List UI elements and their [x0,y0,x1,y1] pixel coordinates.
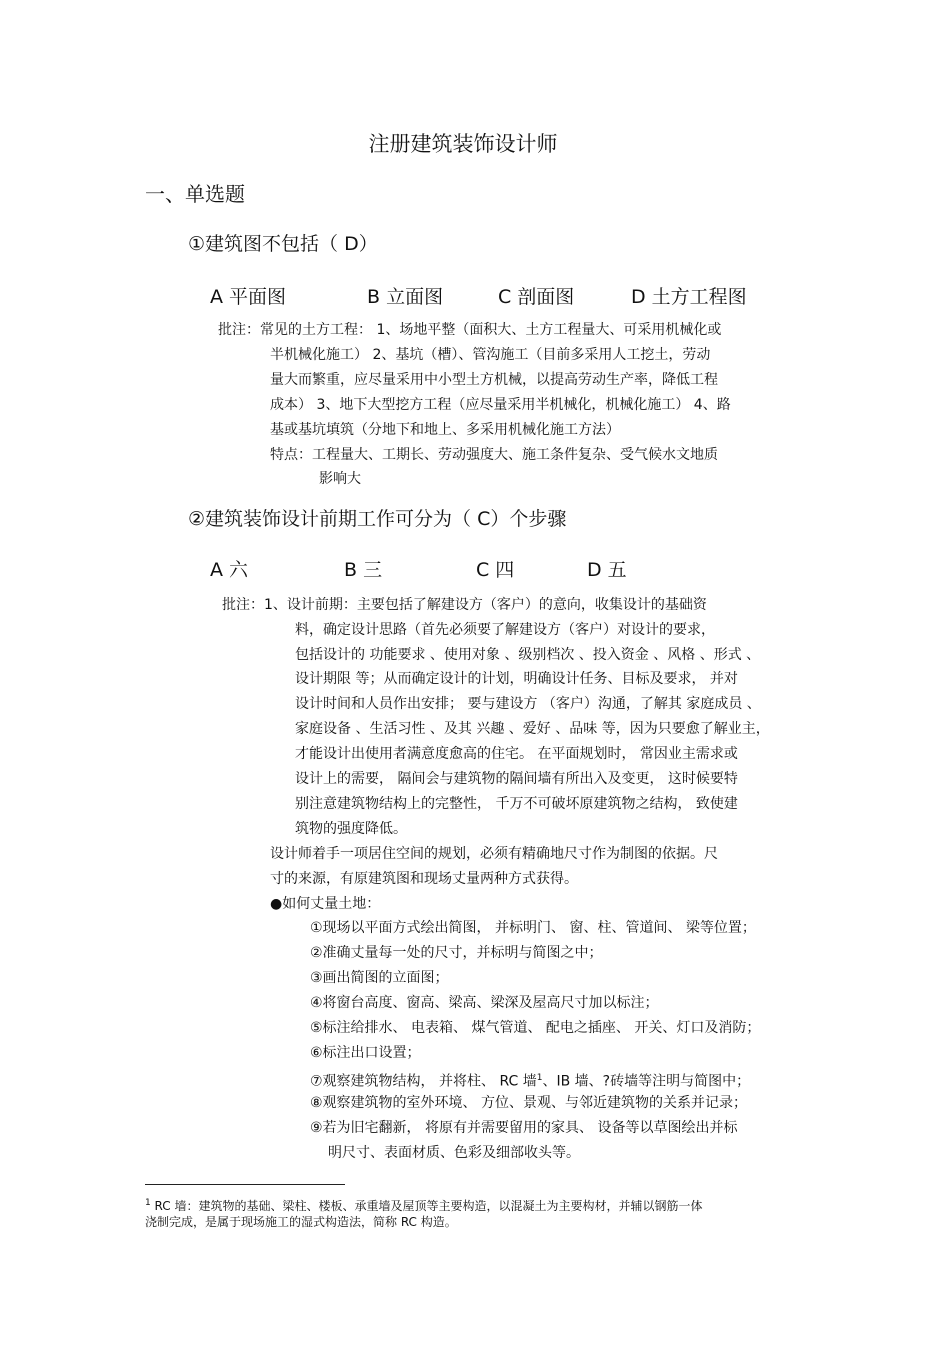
q2-note-line: 包括设计的 功能要求 、使用对象 、级别档次 、投入资金 、风格 、形式 、 [295,647,761,663]
q2-option-b: B 三 [344,559,383,581]
footnote-line: $^1$ RC 墙：建筑物的基础、梁柱、楼板、承重墙及屋顶等主要构造，以混凝土为主要构材，并辅以钢筋一体 [145,1198,703,1213]
q2-note-line: 料，确定设计思路（首先必须要了解建设方（客户）对设计的要求， [295,622,715,638]
question-2: ②建筑装饰设计前期工作可分为（ C）个步骤 [188,508,567,530]
q1-option-c: C 剖面图 [498,286,575,308]
measure-step: ③画出简图的立面图； [310,970,449,986]
q1-note-line: 影响大 [319,471,361,487]
question-1: ①建筑图不包括（ D） [188,233,378,255]
q1-note-line: 特点：工程量大、工期长、劳动强度大、施工条件复杂、受气候水文地质 [270,447,718,463]
q2-note-line: 筑物的强度降低。 [295,821,407,837]
q2-note-line: 设计师着手一项居住空间的规划，必须有精确地尺寸作为制图的依据。尺 [270,846,718,862]
q2-note-line: 设计时间和人员作出安排； 要与建设方 （客户）沟通，了解其 家庭成员 、 [295,696,761,712]
section-heading: 一、单选题 [145,182,245,206]
q1-note-line: 基或基坑填筑（分地下和地上、多采用机械化施工方法） [270,422,620,438]
measure-step: ⑤标注给排水、 电表箱、 煤气管道、 配电之插座、 开关、灯口及消防； [310,1020,761,1036]
q1-note-line: 量大而繁重，应尽量采用中小型土方机械，以提高劳动生产率，降低工程 [270,372,718,388]
measure-step: ②准确丈量每一处的尺寸，并标明与简图之中； [310,945,603,961]
q2-note-line: 别注意建筑物结构上的完整性， 千万不可破坏原建筑物之结构， 致使建 [295,796,738,812]
q1-option-a: A 平面图 [210,286,287,308]
measure-step: 明尺寸、表面材质、色彩及细部收头等。 [328,1145,580,1161]
q1-option-d: D 土方工程图 [631,286,747,308]
q2-note-line: 家庭设备 、生活习性 、及其 兴趣 、爱好 、品味 等，因为只要愈了解业主， [295,721,770,737]
footnote-mark: 1 [145,1198,151,1208]
measure-heading: ●如何丈量土地： [270,896,381,912]
footnote-ref[interactable]: 1 [536,1073,543,1083]
measure-step: ⑧观察建筑物的室外环境、 方位、景观、与邻近建筑物的关系并记录； [310,1095,747,1111]
q1-note-line: 成本） 3、地下大型挖方工程（应尽量采用半机械化，机械化施工） 4、路 [270,397,731,413]
footnote-line: 浇制完成，是属于现场施工的湿式构造法，简称 RC 构造。 [145,1215,457,1229]
measure-step: ⑥标注出口设置； [310,1045,421,1061]
q2-note-line: 设计期限 等；从而确定设计的计划，明确设计任务、目标及要求， 并对 [295,671,738,687]
measure-step: ④将窗台高度、窗高、梁高、梁深及屋高尺寸加以标注； [310,995,659,1011]
q2-option-d: D 五 [587,559,627,581]
q2-note-line: 批注：1、设计前期：主要包括了解建设方（客户）的意向，收集设计的基础资 [222,597,707,613]
q1-note-line: 半机械化施工） 2、基坑（槽）、管沟施工（目前多采用人工挖土，劳动 [270,347,711,363]
q1-option-b: B 立面图 [367,286,444,308]
q2-option-a: A 六 [210,559,249,581]
q1-note-line: 批注：常见的土方工程： 1、场地平整（面积大、土方工程量大、可采用机械化或 [218,322,722,338]
q2-note-line: 才能设计出使用者满意度愈高的住宅。 在平面规划时， 常因业主需求或 [295,746,738,762]
measure-step: ⑦观察建筑物结构， 并将柱、 RC 墙$^1$、IB 墙、?砖墙等注明与简图中； [310,1073,751,1090]
measure-step: ①现场以平面方式绘出简图， 并标明门、 窗、柱、管道间、 梁等位置； [310,920,756,936]
q2-note-line: 设计上的需要， 隔间会与建筑物的隔间墙有所出入及变更， 这时候要特 [295,771,738,787]
footnote-divider [145,1184,345,1185]
measure-step: ⑨若为旧宅翻新， 将原有并需要留用的家具、 设备等以草图绘出并标 [310,1120,738,1136]
q2-note-line: 寸的来源，有原建筑图和现场丈量两种方式获得。 [270,871,578,887]
page-title: 注册建筑装饰设计师 [368,132,558,156]
q2-option-c: C 四 [476,559,515,581]
